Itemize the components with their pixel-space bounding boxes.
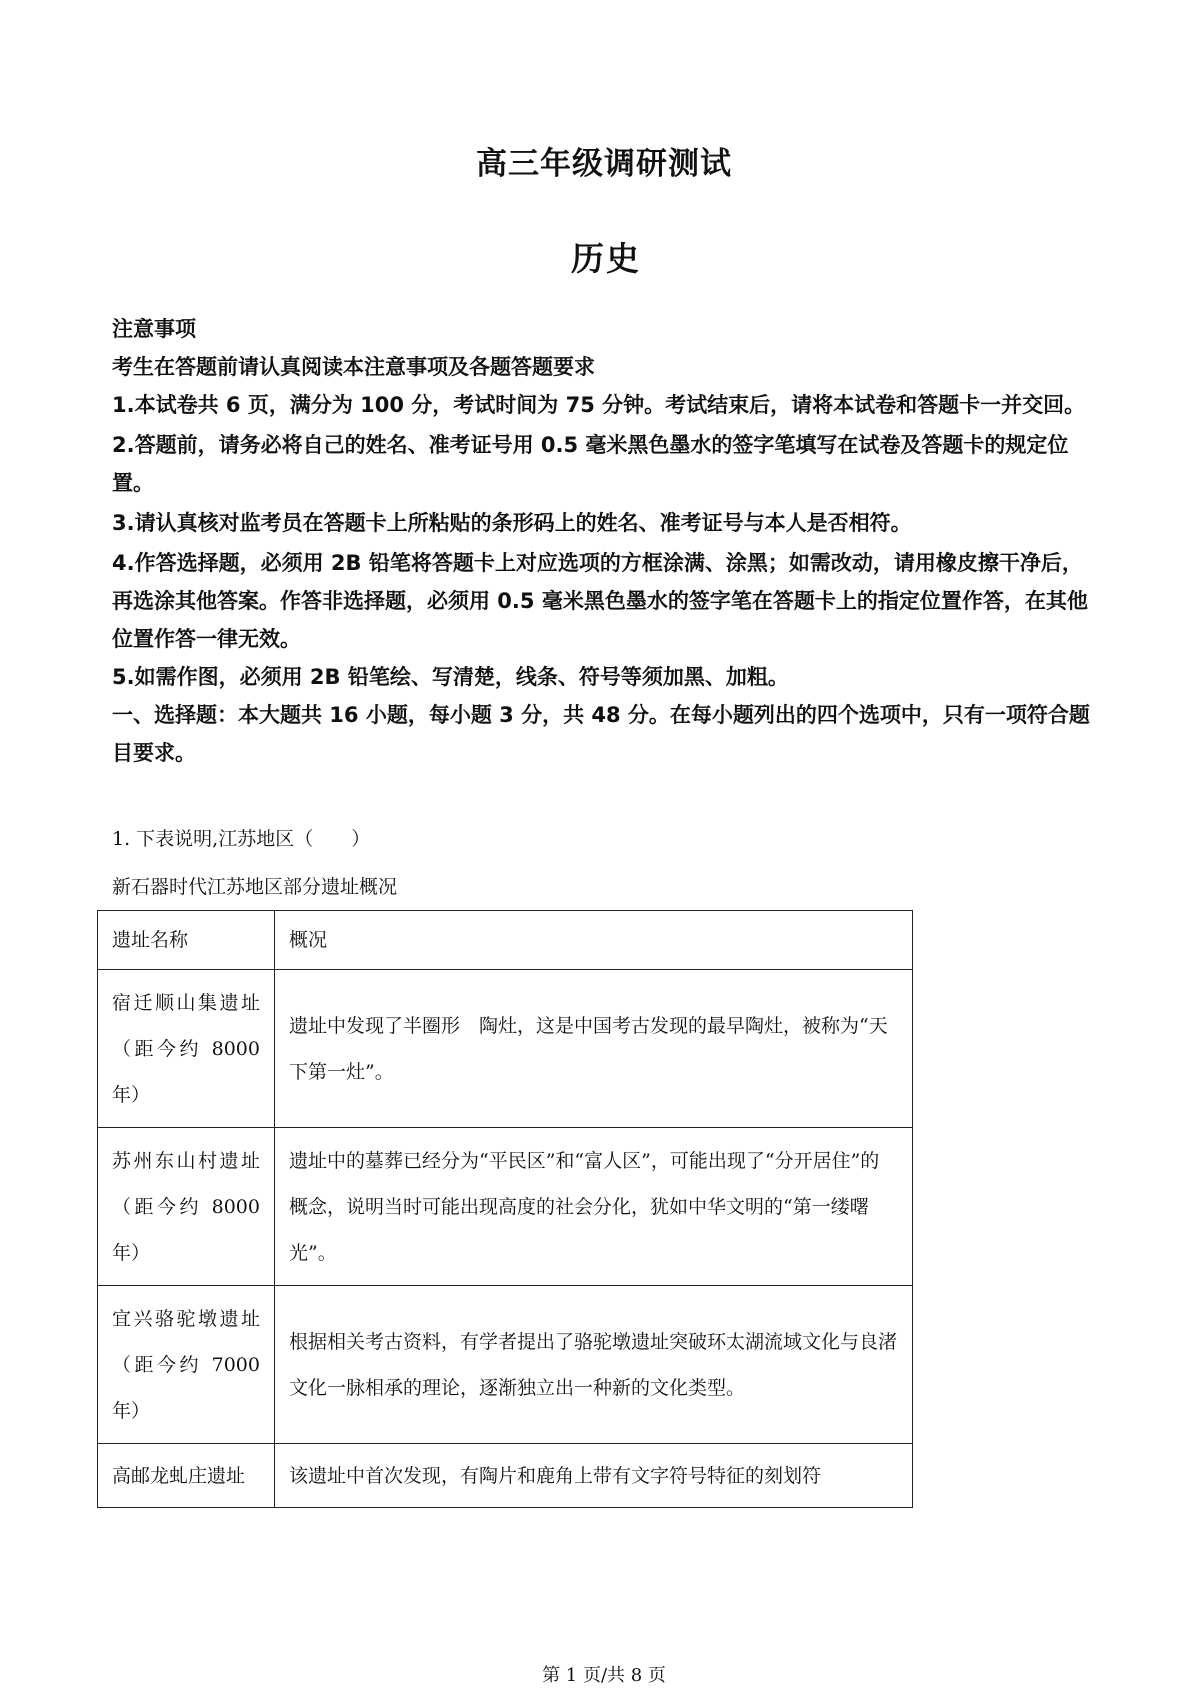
table-row: [98, 970, 913, 1128]
exam-title: 高三年级调研测试: [476, 146, 732, 182]
section-heading: 一、选择题：本大题共 16 小题，每小题 3 分，共 48 分。在每小题列出的四个选项中，只有一项符合题目要求。: [112, 703, 1090, 765]
site-name-cell: 宜兴骆驼墩遗址（距今约 7000 年）: [98, 1286, 275, 1444]
site-summary-cell: 该遗址中首次发现，有陶片和鹿角上带有文字符号特征的刻划符: [275, 1444, 913, 1508]
instruction-item: 3.请认真核对监考员在答题卡上所粘贴的条形码上的姓名、准考证号与本人是否相符。: [112, 511, 912, 535]
instruction-item: 2.答题前，请务必将自己的姓名、准考证号用 0.5 毫米黑色墨水的签字笔填写在试卷及答题卡的规定位置。: [112, 433, 1069, 495]
site-summary-cell: 遗址中发现了半圈形 陶灶，这是中国考古发现的最早陶灶，被称为“天下第一灶”。: [275, 970, 913, 1128]
instruction-item: 4.作答选择题，必须用 2B 铅笔将答题卡上对应选项的方框涂满、涂黑；如需改动，请用橡皮擦干净后，再选涂其他答案。作答非选择题，必须用 0.5 毫米黑色墨水的签字笔在答题卡上的指定位置作答，在其他位置作答一律无效。: [112, 551, 1088, 651]
table-row: [98, 1286, 913, 1444]
site-name-cell: 高邮龙虬庄遗址: [98, 1444, 275, 1508]
question-1-stem: 1. 下表说明,江苏地区（ ）: [112, 828, 371, 850]
table-caption: 新石器时代江苏地区部分遗址概况: [112, 876, 398, 898]
instructions-heading: 注意事项: [112, 317, 196, 341]
table-header-cell: 遗址名称: [98, 911, 275, 970]
page-number: 第 1 页/共 8 页: [542, 1665, 666, 1686]
table-row: [98, 1128, 913, 1286]
site-name-cell: 苏州东山村遗址（距今约 8000 年）: [98, 1128, 275, 1286]
subject-title: 历史: [571, 239, 641, 278]
table-header-cell: 概况: [275, 911, 913, 970]
site-summary-cell: 遗址中的墓葬已经分为“平民区”和“富人区”，可能出现了“分开居住”的概念，说明当时可能出现高度的社会分化，犹如中华文明的“第一缕曙光”。: [275, 1128, 913, 1286]
site-name-cell: 宿迁顺山集遗址（距今约 8000 年）: [98, 970, 275, 1128]
table-row: [98, 1444, 913, 1508]
instructions-subheading: 考生在答题前请认真阅读本注意事项及各题答题要求: [112, 355, 595, 379]
instruction-item: 5.如需作图，必须用 2B 铅笔绘、写清楚，线条、符号等须加黑、加粗。: [112, 665, 789, 689]
instructions: [112, 310, 1092, 772]
site-summary-cell: 根据相关考古资料，有学者提出了骆驼墩遗址突破环太湖流域文化与良渚文化一脉相承的理论，逐渐独立出一种新的文化类型。: [275, 1286, 913, 1444]
instruction-item: 1.本试卷共 6 页，满分为 100 分，考试时间为 75 分钟。考试结束后，请将本试卷和答题卡一并交回。: [112, 393, 1086, 417]
table-header-row: [98, 911, 913, 970]
sites-table: [97, 910, 913, 1508]
